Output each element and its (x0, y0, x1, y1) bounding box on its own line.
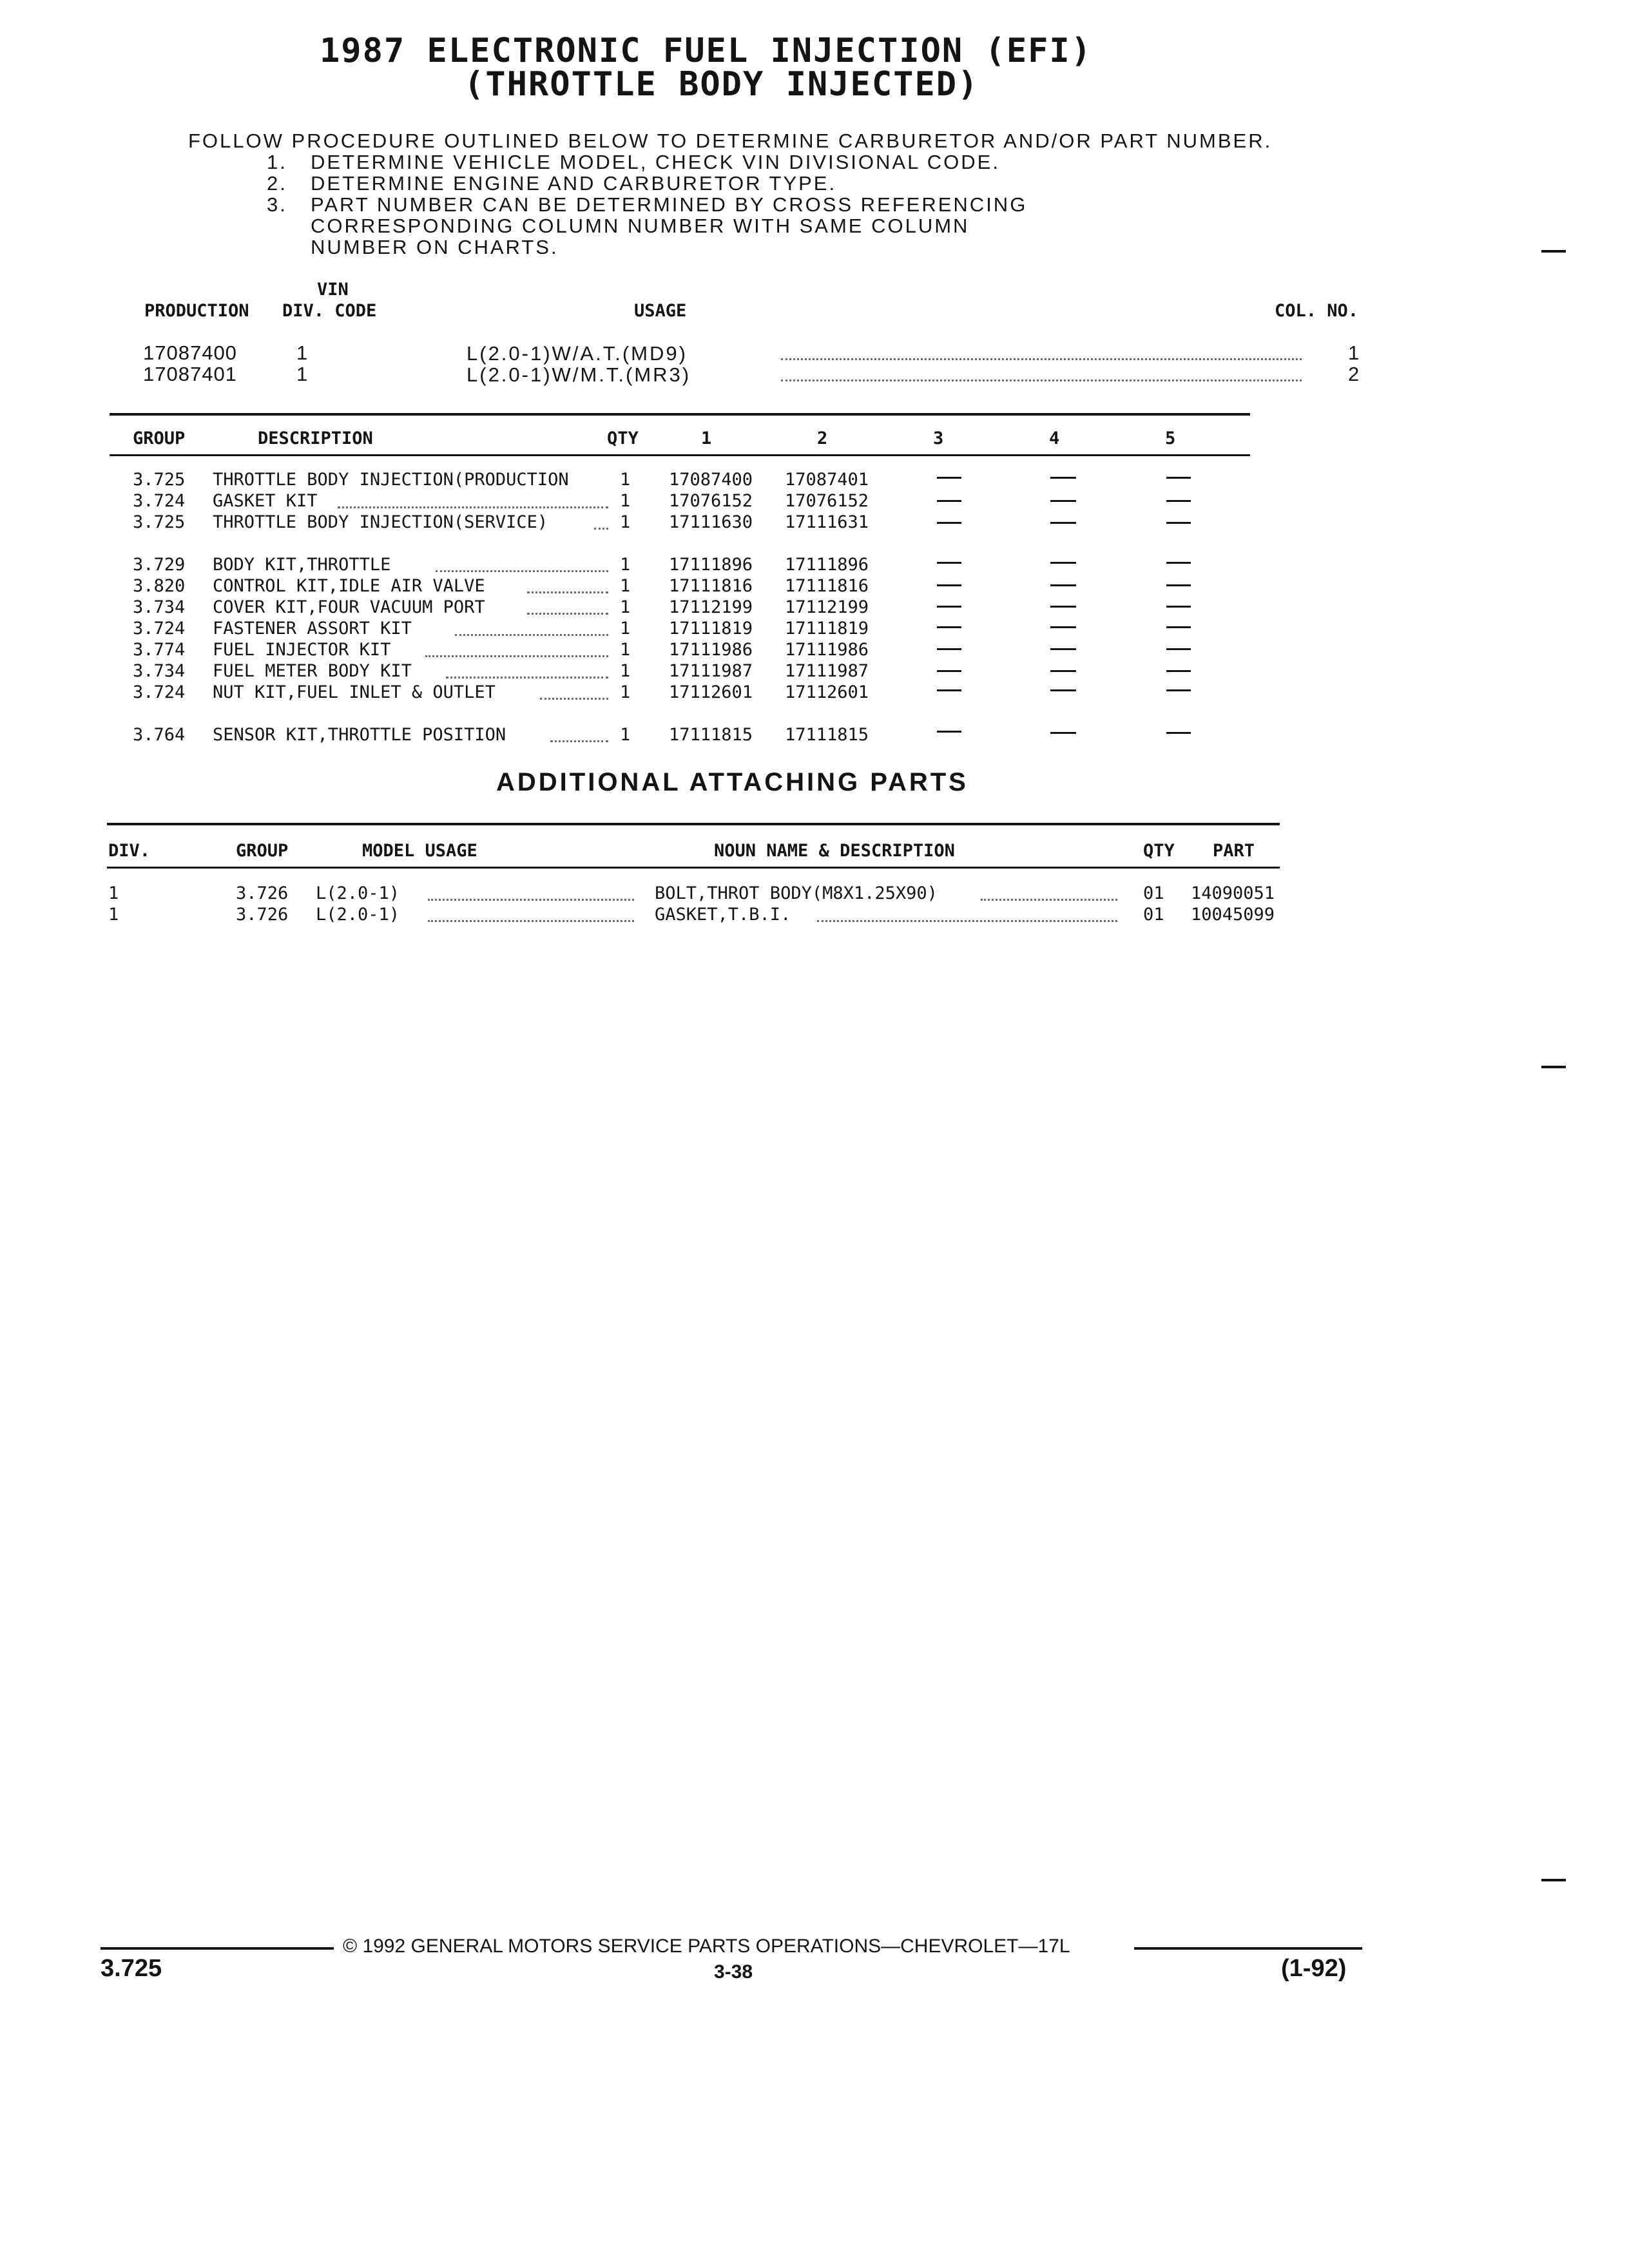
part-number-col1: 17111815 (669, 725, 753, 745)
instructions-lead: FOLLOW PROCEDURE OUTLINED BELOW TO DETERMINE CARBURETOR AND/OR PART NUMBER. (188, 130, 1273, 152)
section-title: ADDITIONAL ATTACHING PARTS (496, 768, 969, 796)
col-no-header: COL. NO. (1275, 301, 1359, 321)
column-number: 2 (1348, 363, 1360, 385)
part-number-col2: 17111816 (785, 576, 869, 596)
empty-cell-dash (1166, 500, 1191, 502)
dot-leader (455, 634, 608, 636)
empty-cell-dash (1166, 689, 1191, 691)
dot-leader (527, 591, 608, 593)
part-description: FUEL INJECTOR KIT (213, 640, 391, 660)
dot-leader (428, 920, 634, 922)
part-qty: 1 (620, 640, 631, 660)
group-code: 3.724 (133, 491, 186, 511)
group-code: 3.774 (133, 640, 186, 660)
part-number-col2: 17111631 (785, 512, 869, 532)
part-number-col2: 17111986 (785, 640, 869, 660)
empty-cell-dash (1050, 670, 1076, 672)
usage-header: USAGE (634, 301, 687, 321)
part-number-col1: 17111986 (669, 640, 753, 660)
instruction-step-number: 3. (267, 193, 287, 216)
group-code: 3.724 (133, 682, 186, 702)
footer-copyright: © 1992 GENERAL MOTORS SERVICE PARTS OPERATIONS—CHEVROLET—17L (343, 1936, 1070, 1957)
part-description: COVER KIT,FOUR VACUUM PORT (213, 597, 485, 617)
empty-cell-dash (1050, 732, 1076, 734)
dot-leader (338, 506, 608, 508)
part-number-col2: 17087401 (785, 470, 869, 490)
margin-mark (1541, 1066, 1566, 1068)
empty-cell-dash (1050, 648, 1076, 650)
div-code: 1 (108, 883, 119, 903)
part-qty: 1 (620, 597, 631, 617)
instruction-step-text: DETERMINE ENGINE AND CARBURETOR TYPE. (311, 172, 837, 195)
div-header: DIV. (108, 841, 151, 861)
part-qty: 1 (620, 512, 631, 532)
empty-cell-dash (937, 648, 961, 650)
model-usage: L(2.0-1) (316, 883, 400, 903)
footer-section-code: 3.725 (101, 1955, 162, 1982)
dot-leader (817, 920, 1117, 922)
footer-revision: (1-92) (1281, 1955, 1347, 1982)
column-number: 1 (1348, 341, 1360, 364)
part-number-col2: 17111815 (785, 725, 869, 745)
group-header: GROUP (133, 428, 186, 448)
empty-cell-dash (1050, 522, 1076, 524)
part-header: PART (1213, 841, 1255, 861)
instruction-step-continuation: CORRESPONDING COLUMN NUMBER WITH SAME COLUMN (311, 215, 970, 237)
part-description: FASTENER ASSORT KIT (213, 619, 412, 639)
attaching-part-number: 10045099 (1191, 905, 1275, 925)
dot-leader (527, 613, 608, 615)
group-code: 3.726 (236, 905, 289, 925)
part-description: NUT KIT,FUEL INLET & OUTLET (213, 682, 496, 702)
part-description: CONTROL KIT,IDLE AIR VALVE (213, 576, 485, 596)
part-number-col1: 17112601 (669, 682, 753, 702)
empty-cell-dash (1166, 648, 1191, 650)
part-description: FUEL METER BODY KIT (213, 661, 412, 681)
instruction-step-number: 1. (267, 151, 287, 173)
empty-cell-dash (1050, 500, 1076, 502)
empty-cell-dash (1050, 477, 1076, 479)
part-description: BODY KIT,THROTTLE (213, 555, 391, 575)
empty-cell-dash (1166, 606, 1191, 608)
footer-rule-left (101, 1947, 334, 1950)
dot-leader (550, 740, 608, 742)
noun-description-header: NOUN NAME & DESCRIPTION (714, 841, 955, 861)
dot-leader (436, 570, 608, 572)
qty-header: QTY (1143, 841, 1175, 861)
empty-cell-dash (1050, 626, 1076, 628)
empty-cell-dash (937, 500, 961, 502)
part-number-col1: 17111816 (669, 576, 753, 596)
div-code-header: DIV. CODE (282, 301, 377, 321)
part-number-col2: 17076152 (785, 491, 869, 511)
empty-cell-dash (1050, 562, 1076, 564)
table-rule (107, 867, 1280, 869)
empty-cell-dash (937, 584, 961, 586)
part-number-col1: 17111896 (669, 555, 753, 575)
empty-cell-dash (1166, 477, 1191, 479)
noun-description: BOLT,THROT BODY(M8X1.25X90) (655, 883, 938, 903)
div-code: 1 (296, 341, 309, 364)
group-code: 3.725 (133, 470, 186, 490)
part-number-col1: 17112199 (669, 597, 753, 617)
dot-leader (446, 677, 608, 678)
part-number-col2: 17111987 (785, 661, 869, 681)
dot-leader (781, 358, 1302, 360)
table-rule (110, 454, 1250, 456)
empty-cell-dash (937, 477, 961, 479)
empty-cell-dash (1050, 689, 1076, 691)
part-description: GASKET KIT (213, 491, 318, 511)
group-code: 3.726 (236, 883, 289, 903)
column-4-header: 4 (1049, 428, 1060, 448)
page-title-line2: (THROTTLE BODY INJECTED) (464, 65, 979, 104)
group-code: 3.820 (133, 576, 186, 596)
table-rule (110, 413, 1250, 416)
empty-cell-dash (1050, 606, 1076, 608)
instruction-step-text: PART NUMBER CAN BE DETERMINED BY CROSS REFERENCING (311, 193, 1028, 216)
part-number-col2: 17112601 (785, 682, 869, 702)
empty-cell-dash (1166, 670, 1191, 672)
footer-rule-right (1134, 1947, 1362, 1950)
column-5-header: 5 (1165, 428, 1176, 448)
production-number: 17087401 (143, 363, 237, 385)
part-number-col2: 17112199 (785, 597, 869, 617)
attaching-part-number: 14090051 (1191, 883, 1275, 903)
usage-text: L(2.0-1)W/A.T.(MD9) (467, 342, 688, 365)
attaching-qty: 01 (1143, 883, 1164, 903)
group-code: 3.734 (133, 597, 186, 617)
group-code: 3.729 (133, 555, 186, 575)
column-3-header: 3 (933, 428, 944, 448)
group-code: 3.734 (133, 661, 186, 681)
div-code: 1 (108, 905, 119, 925)
empty-cell-dash (937, 522, 961, 524)
qty-header: QTY (607, 428, 639, 448)
empty-cell-dash (937, 606, 961, 608)
page-title-line1: 1987 ELECTRONIC FUEL INJECTION (EFI) (320, 32, 1093, 70)
dot-leader (594, 528, 608, 530)
dot-leader (428, 899, 634, 901)
part-qty: 1 (620, 576, 631, 596)
column-2-header: 2 (817, 428, 828, 448)
empty-cell-dash (1050, 584, 1076, 586)
part-description: THROTTLE BODY INJECTION(PRODUCTION (213, 470, 569, 490)
column-1-header: 1 (701, 428, 712, 448)
model-usage-header: MODEL USAGE (362, 841, 477, 861)
part-qty: 1 (620, 470, 631, 490)
group-code: 3.725 (133, 512, 186, 532)
description-header: DESCRIPTION (258, 428, 373, 448)
production-number: 17087400 (143, 341, 237, 364)
margin-mark (1541, 1879, 1566, 1881)
group-code: 3.764 (133, 725, 186, 745)
part-number-col1: 17111630 (669, 512, 753, 532)
dot-leader (540, 698, 608, 700)
empty-cell-dash (937, 689, 961, 691)
vin-header: VIN (317, 280, 349, 300)
part-description: THROTTLE BODY INJECTION(SERVICE) (213, 512, 548, 532)
instruction-step-text: DETERMINE VEHICLE MODEL, CHECK VIN DIVISIONAL CODE. (311, 151, 1000, 173)
margin-mark (1541, 250, 1566, 253)
part-qty: 1 (620, 555, 631, 575)
part-qty: 1 (620, 661, 631, 681)
usage-text: L(2.0-1)W/M.T.(MR3) (467, 363, 691, 386)
table-rule (107, 823, 1280, 825)
part-qty: 1 (620, 491, 631, 511)
model-usage: L(2.0-1) (316, 905, 400, 925)
group-code: 3.724 (133, 619, 186, 639)
empty-cell-dash (937, 626, 961, 628)
group-header: GROUP (236, 841, 289, 861)
empty-cell-dash (1166, 522, 1191, 524)
empty-cell-dash (1166, 584, 1191, 586)
part-qty: 1 (620, 725, 631, 745)
noun-description: GASKET,T.B.I. (655, 905, 791, 925)
footer-page-number: 3-38 (714, 1961, 753, 1983)
dot-leader (425, 655, 608, 657)
empty-cell-dash (937, 731, 961, 733)
empty-cell-dash (1166, 626, 1191, 628)
part-qty: 1 (620, 682, 631, 702)
part-number-col1: 17111819 (669, 619, 753, 639)
div-code: 1 (296, 363, 309, 385)
dot-leader (981, 899, 1117, 901)
instruction-step-continuation: NUMBER ON CHARTS. (311, 236, 559, 258)
empty-cell-dash (937, 670, 961, 672)
dot-leader (781, 380, 1302, 381)
part-number-col2: 17111819 (785, 619, 869, 639)
production-header: PRODUCTION (144, 301, 249, 321)
part-number-col2: 17111896 (785, 555, 869, 575)
part-qty: 1 (620, 619, 631, 639)
empty-cell-dash (937, 562, 961, 564)
part-number-col1: 17076152 (669, 491, 753, 511)
part-number-col1: 17087400 (669, 470, 753, 490)
empty-cell-dash (1166, 562, 1191, 564)
instruction-step-number: 2. (267, 172, 287, 195)
part-description: SENSOR KIT,THROTTLE POSITION (213, 725, 506, 745)
empty-cell-dash (1166, 732, 1191, 734)
attaching-qty: 01 (1143, 905, 1164, 925)
part-number-col1: 17111987 (669, 661, 753, 681)
